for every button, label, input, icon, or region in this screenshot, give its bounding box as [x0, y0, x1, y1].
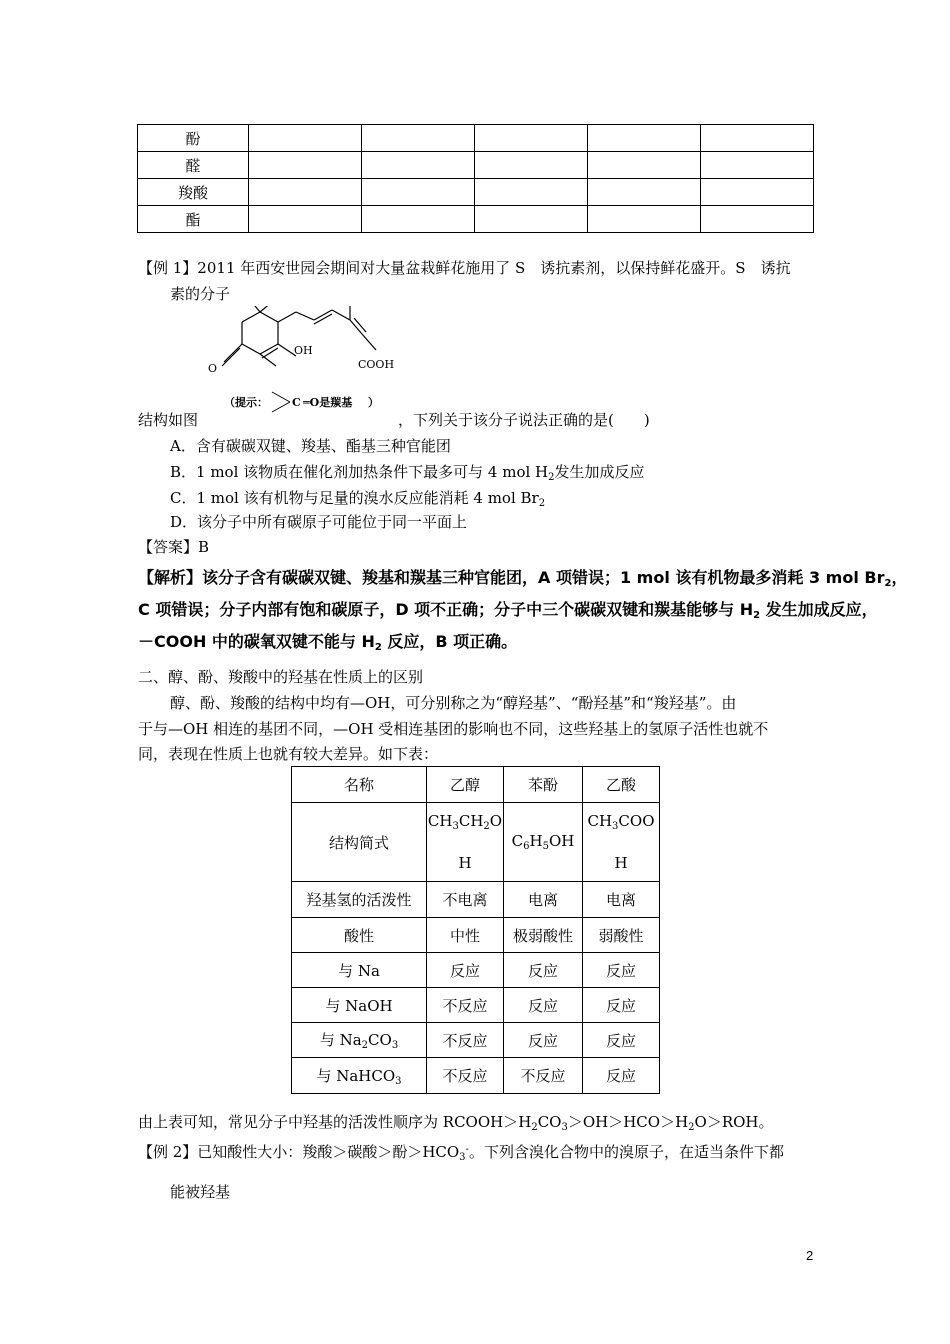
section-heading: 二、醇、酚、羧酸中的羟基在性质上的区别: [138, 668, 424, 686]
struct-prefix: 结构如图: [138, 411, 199, 429]
section-para-3: 同，表现在性质上也就有较大差异。如下表：: [138, 745, 439, 763]
section-para-2: 于与—OH 相连的基团不同，—OH 受相连基团的影响也不同，这些羟基上的氢原子活性也就不: [138, 720, 769, 738]
option-d: D．该分子中所有碳原子可能位于同一平面上: [170, 513, 468, 531]
molecule-structure: [200, 306, 400, 416]
comparison-table: [291, 766, 660, 1094]
table-header-row: [292, 767, 660, 803]
struct-acetic: $CH_3COO$ H: [583, 803, 660, 882]
conclusion: 由上表可知，常见分子中羟基的活泼性顺序为 $RCOOH>H_2CO_3>OH>HCO>H_2O>ROH$。: [138, 1113, 774, 1133]
carbon-label: C: [292, 396, 301, 409]
table-row: 羟基氢的活泼性 不电离 电离 电离: [292, 882, 660, 918]
example1-intro: 【例 1】2011 年西安世园会期间对大量盆栽鲜花施用了 S 诱抗素剂，以保持鲜花盛开。S 诱抗: [138, 259, 791, 277]
page-number: 2: [806, 1248, 814, 1263]
table-row: 与 Na 反应 反应 反应: [292, 953, 660, 988]
table-row: [292, 803, 660, 882]
hint-close: ）: [368, 396, 379, 409]
table-row: 与 NaHCO$_3$ 不反应 不反应 反应: [292, 1058, 660, 1094]
table-row: [138, 179, 814, 206]
row-header: 醛: [138, 152, 249, 179]
example1-intro-cont: 素的分子: [170, 285, 231, 303]
carbonyl-note: ═O是羰基: [303, 396, 353, 409]
header-cell: 乙酸: [583, 767, 660, 803]
table-row: [138, 206, 814, 233]
analysis-line-3: －COOH 中的碳氧双键不能与 $H_2$ 反应，B 项正确。: [138, 632, 518, 653]
analysis-line-2: C 项错误；分子内部有饱和碳原子，D 项不正确；分子中三个碳碳双键和羰基能够与 $H_2$ 发生加成反应，: [138, 600, 878, 621]
header-cell: 乙醇: [427, 767, 504, 803]
struct-phenol: $C_6H_5OH$: [504, 803, 583, 882]
row-label: 结构简式: [292, 803, 427, 882]
row-header: 羧酸: [138, 179, 249, 206]
table-row: [138, 125, 814, 152]
table-row: 与 $Na_2CO_3$ 不反应 反应 反应: [292, 1023, 660, 1058]
table-row: [138, 152, 814, 179]
example2-stem: 【例 2】已知酸性大小：羧酸＞碳酸＞酚$>HCO_3^-$。下列含溴化合物中的溴原子，在适当条件下都: [138, 1143, 784, 1163]
row-header: 酚: [138, 125, 249, 152]
option-b: B．1 mol 该物质在催化剂加热条件下最多可与 4 mol $H_2$发生加成反应: [170, 463, 645, 483]
analysis-line-1: 【解析】该分子含有碳碳双键、羧基和羰基三种官能团，A 项错误；1 mol 该有机物最多消耗 3 mol $Br_2$，: [138, 568, 908, 589]
table-row: 与 NaOH 不反应 反应 反应: [292, 988, 660, 1023]
example2-stem-cont: 能被羟基: [170, 1183, 231, 1201]
header-cell: 苯酚: [504, 767, 583, 803]
o-label: O: [208, 362, 218, 375]
top-table: [137, 124, 814, 233]
hint-label: （提示：: [224, 396, 268, 409]
header-cell: 名称: [292, 767, 427, 803]
struct-ethanol: $CH_3CH_2O$ H: [427, 803, 504, 882]
table-row: 酸性 中性 极弱酸性 弱酸性: [292, 918, 660, 953]
option-c: C．1 mol 该有机物与足量的溴水反应能消耗 4 mol $Br_2$: [170, 489, 546, 509]
question-stem: ，下列关于该分子说法正确的是( ): [398, 411, 650, 429]
section-para-1: 醇、酚、羧酸的结构中均有—OH，可分别称之为“醇羟基”、“酚羟基”和“羧羟基”。由: [170, 694, 737, 712]
answer: 【答案】B: [138, 538, 210, 556]
cooh-label: COOH: [358, 358, 395, 371]
row-header: 酯: [138, 206, 249, 233]
option-a: A．含有碳碳双键、羧基、酯基三种官能团: [170, 437, 451, 455]
oh-label: OH: [294, 344, 313, 357]
